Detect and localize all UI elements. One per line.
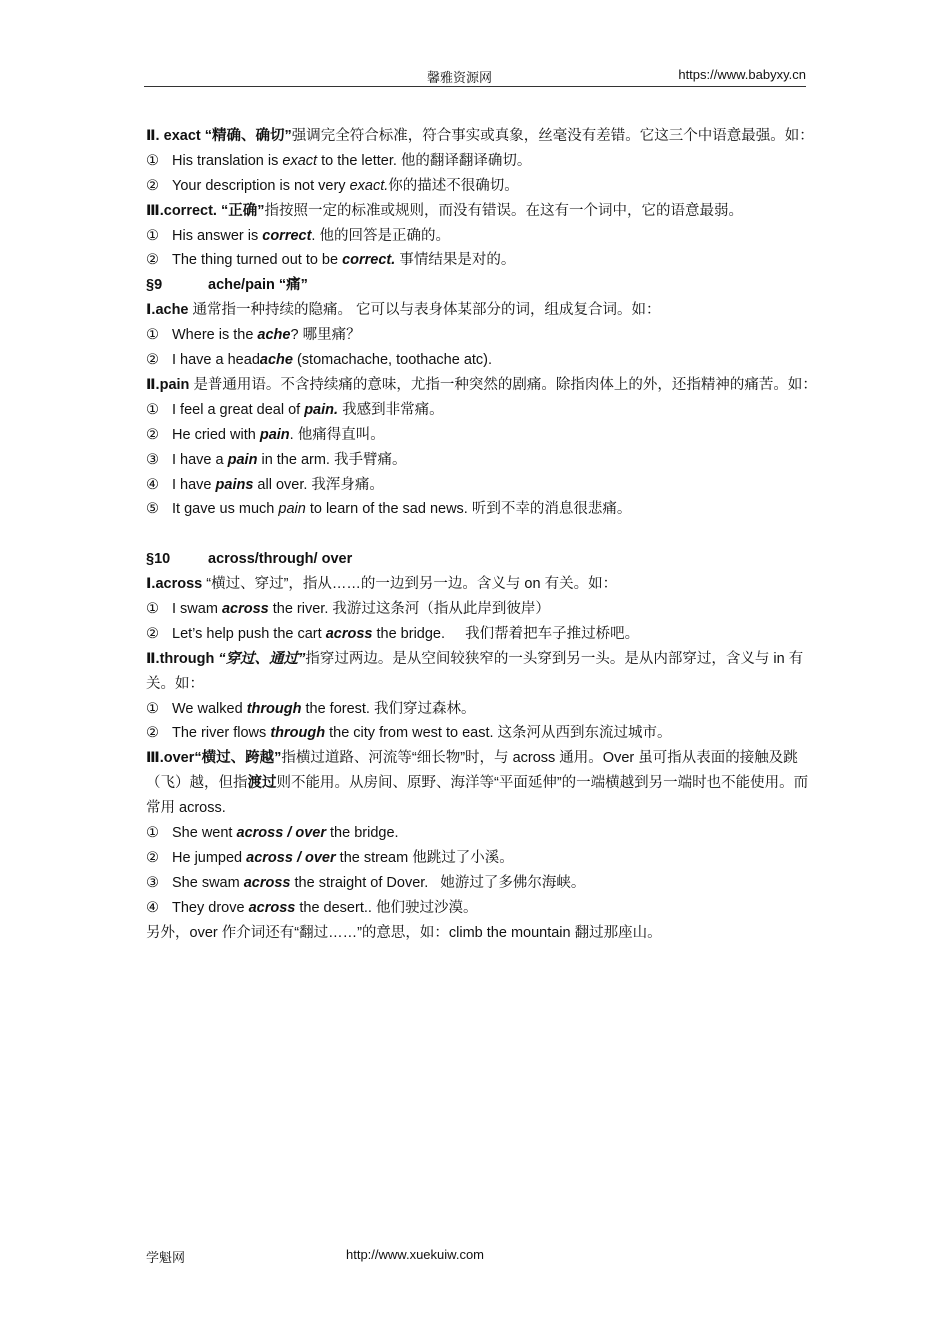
footer-left: 学魁网 [146,1250,186,1265]
over-note: 另外，over 作介词还有“翻过……”的意思，如：climb the mountain 翻过那座山。 [146,924,662,941]
pain-definition: Ⅱ.pain 是普通用语。不含持续痛的意味，尤指一种突然的剧痛。除指肉体上的外，还指精神的痛苦。如： [146,376,817,393]
across-definition: Ⅰ.across “横过、穿过”，指从……的一边到另一边。含义与 on 有关。如： [146,576,618,593]
correct-word: correct. [163,202,217,219]
exact-word: exact [163,128,201,144]
example-line: ① Where is the ache? 哪里痛？ [146,327,361,344]
example-line: ② Let’s help push the cart across the bridge. 我们帮着把车子推过桥吧。 [146,625,640,642]
example-line: ② He jumped across / over the stream 他跳过了小溪。 [146,849,514,866]
example-line: ① I swam across the river. 我游过这条河（指从此岸到彼岸） [146,600,550,617]
spacer [146,522,818,547]
example-line: ② The thing turned out to be correct. 事情结果是对的。 [146,252,516,269]
ache-definition: Ⅰ.ache 通常指一种持续的隐痛。 它可以与表身体某部分的词，组成复合词。如： [146,302,661,319]
example-line: ④ They drove across the desert.. 他们驶过沙漠。 [146,899,478,916]
exact-numeral: Ⅱ. [146,128,160,144]
example-line: ① We walked through the forest. 我们穿过森林。 [146,700,476,717]
example-line: ① I feel a great deal of pain. 我感到非常痛。 [146,401,444,418]
example-line: ⑤ It gave us much pain to learn of the sad news. 听到不幸的消息很悲痛。 [146,501,632,518]
exact-desc: 强调完全符合标准，符合事实或真象，丝毫没有差错。它这三个中语意最强。如： [291,128,814,144]
page-header [144,64,806,87]
section-9-heading: §9 ache/pain “痛” [146,277,308,294]
example-line: ① His answer is correct. 他的回答是正确的。 [146,227,450,244]
correct-definition: Ⅲ.correct. “正确”指按照一定的标准或规则，而没有错误。在这有一个词中，它的语意最弱。 [146,202,743,219]
example-line: ① She went across / over the bridge. [146,825,399,842]
example-line: ② He cried with pain. 他痛得直叫。 [146,426,385,443]
document-body [146,124,818,946]
example-line: ④ I have pains all over. 我浑身痛。 [146,476,384,493]
exact-definition [146,124,818,149]
exact-gloss: “精确、确切” [204,128,292,144]
through-definition: Ⅱ.through “穿过、通过”指穿过两边。是从空间较狭窄的一头穿到另一头。是从内部穿过，含义与 in 有关。如： [146,650,804,692]
example-line: ② Your description is not very exact.你的描述不很确切。 [146,177,519,194]
example-line: ③ She swam across the straight of Dover. 她游过了多佛尔海峡。 [146,874,586,891]
example-line: ③ I have a pain in the arm. 我手臂痛。 [146,451,407,468]
header-site-name: 馨雅资源网 [427,70,493,85]
example-line: ② The river flows through the city from west to east. 这条河从西到东流过城市。 [146,725,672,742]
example-line: ② I have a headache (stomachache, toothache atc). [146,352,493,369]
header-url: https://www.babyxy.cn [678,67,806,82]
example-line: ① His translation is exact to the letter. 他的翻译翻译确切。 [146,152,532,169]
footer-url: http://www.xuekuiw.com [346,1247,484,1262]
over-definition: Ⅲ.over“横过、跨越”指横过道路、河流等“细长物”时，与 across 通用。Over 虽可指从表面的接触及跳（飞）越，但指渡过则不能用。从房间、原野、海洋等“平面延伸”的一端横越到另一端时也不能使用。而常用 across. [146,750,809,817]
section-10-heading: §10 across/through/ over [146,551,353,568]
